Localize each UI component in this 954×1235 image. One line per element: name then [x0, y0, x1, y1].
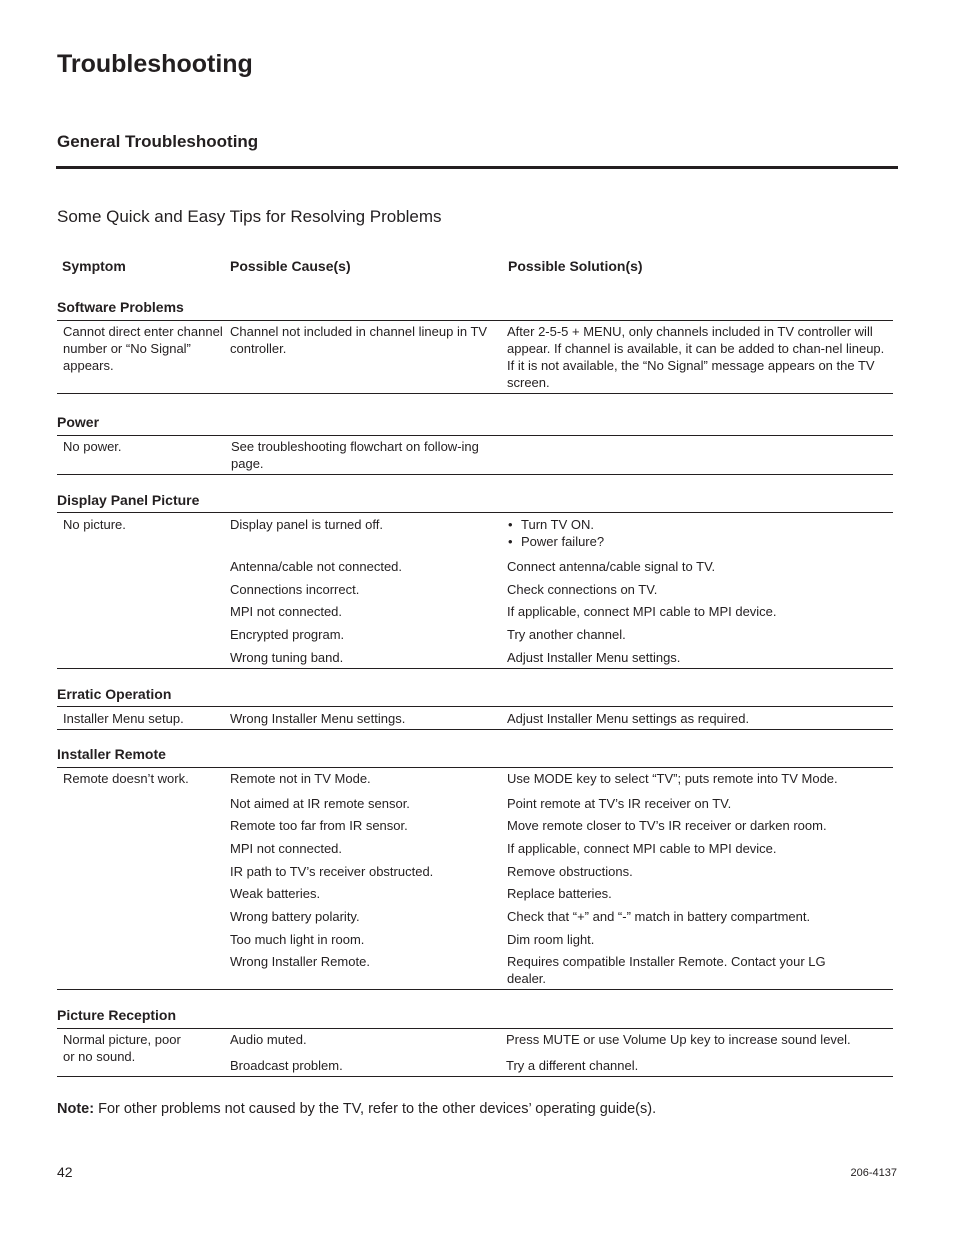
table-cell-cause: Audio muted.	[230, 1032, 307, 1047]
group-title-power: Power	[57, 414, 100, 430]
group-title-reception: Picture Reception	[57, 1007, 177, 1023]
table-cell-solution: Check connections on TV.	[507, 582, 658, 597]
group-title-remote: Installer Remote	[57, 746, 166, 762]
table-cell-solution: Adjust Installer Menu settings as required.	[507, 711, 750, 726]
table-cell-cause: Wrong Installer Remote.	[230, 954, 370, 969]
section-title: General Troubleshooting	[57, 132, 259, 151]
column-header-cause: Possible Cause(s)	[230, 258, 351, 274]
table-cell-cause: IR path to TV’s receiver obstructed.	[230, 864, 434, 879]
table-cell-solution: Point remote at TV’s IR receiver on TV.	[507, 796, 732, 811]
table-cell-symptom: Normal picture, poor or no sound.	[63, 1032, 181, 1064]
group-rule	[57, 989, 893, 990]
table-cell-solution: Requires compatible Installer Remote. Contact your LG dealer.	[507, 954, 826, 986]
note-label: Note:	[57, 1101, 95, 1117]
subtitle: Some Quick and Easy Tips for Resolving Problems	[57, 207, 442, 226]
group-rule	[57, 668, 893, 669]
table-cell-solution: Try a different channel.	[506, 1058, 639, 1073]
group-title-display: Display Panel Picture	[57, 492, 200, 508]
table-cell-symptom: No power.	[63, 439, 122, 454]
table-cell-cause: Broadcast problem.	[230, 1058, 343, 1073]
table-cell-cause: Wrong Installer Menu settings.	[230, 711, 406, 726]
table-cell-cause: See troubleshooting flowchart on follow-ing page.	[231, 439, 479, 471]
page-number: 42	[57, 1164, 73, 1180]
table-cell-solution: Move remote closer to TV’s IR receiver or darken room.	[507, 818, 827, 833]
table-cell-solution: After 2-5-5 + MENU, only channels included in TV controller will appear. If channel is available, it can be added to chan-nel lineup. If it is not available, the “No Signal” message appears on the TV screen.	[507, 324, 885, 390]
page-title: Troubleshooting	[57, 50, 253, 78]
table-cell-solution: Press MUTE or use Volume Up key to increase sound level.	[506, 1032, 851, 1047]
table-cell-cause: Wrong battery polarity.	[230, 909, 360, 924]
group-rule	[57, 1076, 893, 1077]
table-cell-solution: Connect antenna/cable signal to TV.	[507, 559, 716, 574]
note-text: For other problems not caused by the TV, refer to the other devices’ operating guide(s).	[94, 1101, 657, 1117]
group-rule	[57, 1028, 893, 1029]
table-cell-cause: Remote not in TV Mode.	[230, 771, 371, 786]
table-cell-solution: Adjust Installer Menu settings.	[507, 650, 681, 665]
table-cell-solution: Try another channel.	[507, 627, 626, 642]
bullet-item: • Power failure?	[507, 533, 892, 550]
table-cell-solution: Remove obstructions.	[507, 864, 633, 879]
table-cell-solution: Use MODE key to select “TV”; puts remote into TV Mode.	[507, 771, 838, 786]
table-cell-cause: Channel not included in channel lineup in TV controller.	[230, 324, 488, 356]
group-rule	[57, 320, 893, 321]
table-cell-cause: Encrypted program.	[230, 627, 345, 642]
group-rule	[57, 512, 893, 513]
table-cell-symptom: No picture.	[63, 517, 126, 532]
section-divider	[56, 166, 898, 169]
table-cell-solution: Replace batteries.	[507, 886, 612, 901]
table-cell-solution: If applicable, connect MPI cable to MPI device.	[507, 841, 777, 856]
group-title-software: Software Problems	[57, 299, 184, 315]
bullet-item: • Turn TV ON.	[507, 516, 892, 533]
document-number: 206-4137	[850, 1167, 897, 1179]
table-cell-cause: Too much light in room.	[230, 932, 365, 947]
table-cell-solution: Check that “+” and “-” match in battery compartment.	[507, 909, 811, 924]
note	[57, 1101, 656, 1117]
table-cell-cause: Weak batteries.	[230, 886, 321, 901]
group-title-erratic: Erratic Operation	[57, 686, 172, 702]
table-cell-cause: Remote too far from IR sensor.	[230, 818, 408, 833]
group-rule	[57, 706, 893, 707]
table-cell-cause: MPI not connected.	[230, 841, 343, 856]
table-cell-symptom: Cannot direct enter channel number or “No Signal” appears.	[63, 324, 223, 373]
table-cell-cause: MPI not connected.	[230, 604, 343, 619]
table-cell-cause: Connections incorrect.	[230, 582, 360, 597]
table-cell-solution: Dim room light.	[507, 932, 595, 947]
group-rule	[57, 435, 893, 436]
table-cell-symptom: Remote doesn’t work.	[63, 771, 189, 786]
table-cell-cause: Wrong tuning band.	[230, 650, 344, 665]
solution-bullet-list	[507, 516, 892, 550]
group-rule	[57, 767, 893, 768]
group-rule	[57, 474, 893, 475]
table-cell-symptom: Installer Menu setup.	[63, 711, 184, 726]
column-header-symptom: Symptom	[62, 258, 126, 274]
table-cell-cause: Antenna/cable not connected.	[230, 559, 403, 574]
group-rule	[57, 393, 893, 394]
table-cell-cause: Display panel is turned off.	[230, 517, 383, 532]
table-cell-solution: If applicable, connect MPI cable to MPI device.	[507, 604, 777, 619]
column-header-solution: Possible Solution(s)	[508, 258, 643, 274]
table-cell-cause: Not aimed at IR remote sensor.	[230, 796, 410, 811]
group-rule	[57, 729, 893, 730]
